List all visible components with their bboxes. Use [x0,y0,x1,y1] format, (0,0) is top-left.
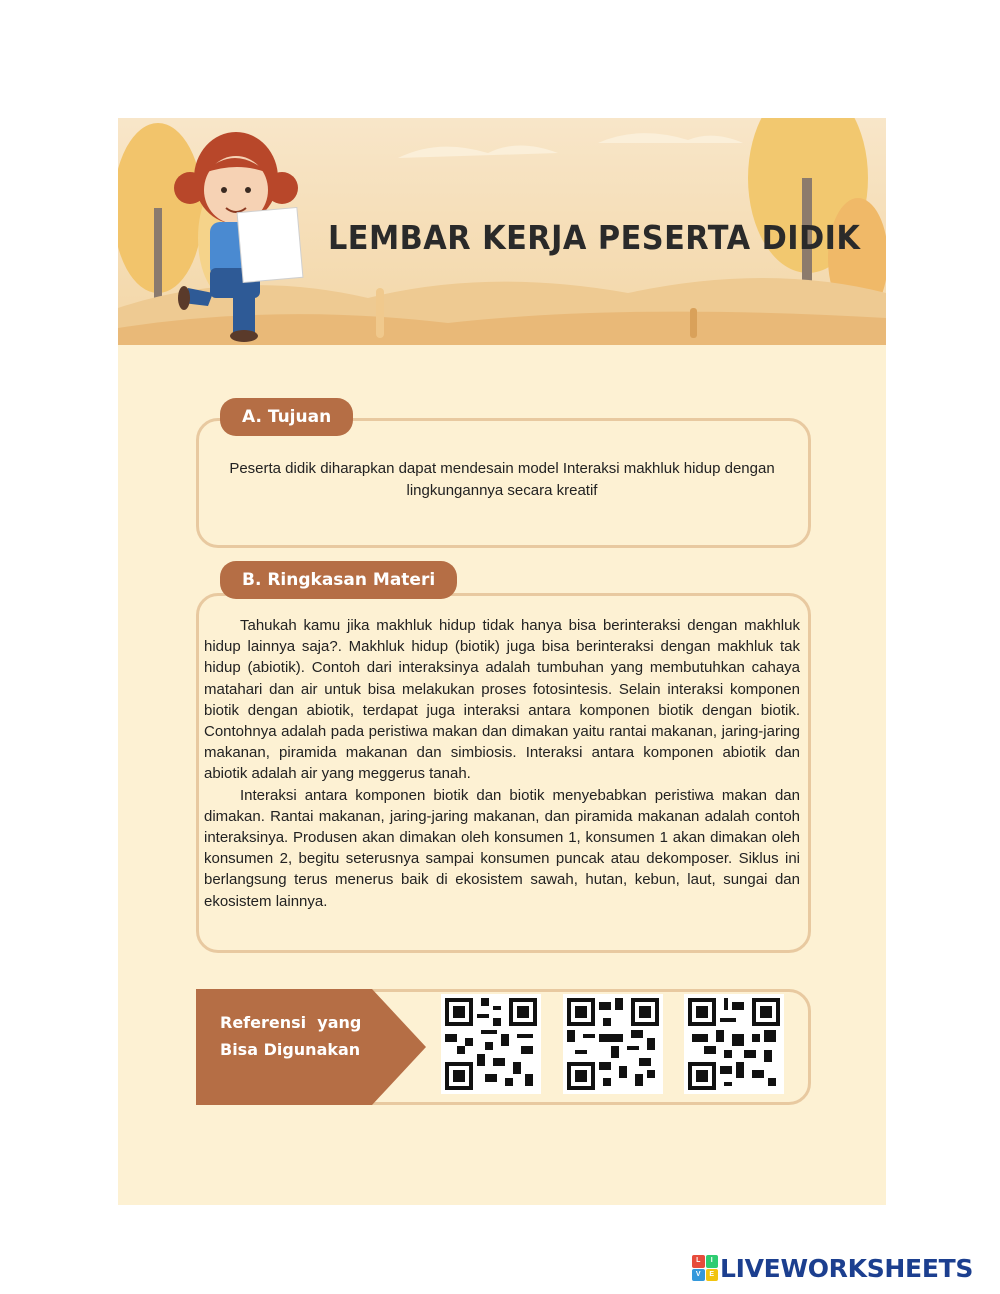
tujuan-heading: A. Tujuan [220,398,353,436]
logo-letter: E [706,1269,719,1282]
page-title: LEMBAR KERJA PESERTA DIDIK [328,218,861,257]
qr-code-icon [441,994,541,1094]
worksheet-page [118,118,886,1205]
liveworksheets-brand: LIVEWORKSHEETS [720,1253,974,1283]
materi-text [204,615,800,912]
header-banner [118,118,886,345]
materi-paragraph-1: Tahukah kamu jika makhluk hidup tidak hanya bisa berinteraksi dengan makhluk hidup lainnya saja?. Makhluk hidup (biotik) juga bisa berinteraksi dengan makhluk tak hidup (abiotik). Contoh dari interaksinya adalah tumbuhan yang membutuhkan cahaya matahari dan air untuk bisa melakukan proses fotosintesis. Selain interaksi komponen biotik dengan abiotik, terdapat juga interaksi antara komponen biotik dengan biotik. Contohnya adalah pada peristiwa makan dan dimakan yaitu rantai makanan, jaring-jaring makanan, piramida makanan dan simbiosis. Interaksi antara komponen abiotik dan abiotik adalah air yang meggerus tanah. [204,617,800,783]
qr-code-1[interactable] [441,994,541,1094]
materi-heading: B. Ringkasan Materi [220,561,457,599]
qr-code-icon [684,994,784,1094]
qr-code-3[interactable] [684,994,784,1094]
logo-letter: V [692,1269,705,1282]
logo-letter: I [706,1255,719,1268]
logo-letter: L [692,1255,705,1268]
tujuan-text: Peserta didik diharapkan dapat mendesain model Interaksi makhluk hidup dengan lingkungannya secara kreatif [229,460,775,499]
qr-code-icon [563,994,663,1094]
liveworksheets-logo[interactable] [692,1252,973,1284]
materi-paragraph-2: Interaksi antara komponen biotik dan biotik menyebabkan peristiwa makan dan dimakan. Rantai makanan, jaring-jaring makanan, dan piramida makanan adalah contoh interaksinya. Produsen akan dimakan oleh konsumen 1, konsumen 1 akan dimakan oleh konsumen 2, begitu seterusnya sampai konsumen puncak atau dekomposer. Siklus ini berlangsung terus menerus baik di ekosistem sawah, hutan, kebun, laut, sungai dan ekosistem lainnya. [204,786,800,910]
qr-code-2[interactable] [563,994,663,1094]
referensi-label: Referensi yang Bisa Digunakan [220,1013,362,1059]
liveworksheets-logo-icon [692,1255,718,1281]
